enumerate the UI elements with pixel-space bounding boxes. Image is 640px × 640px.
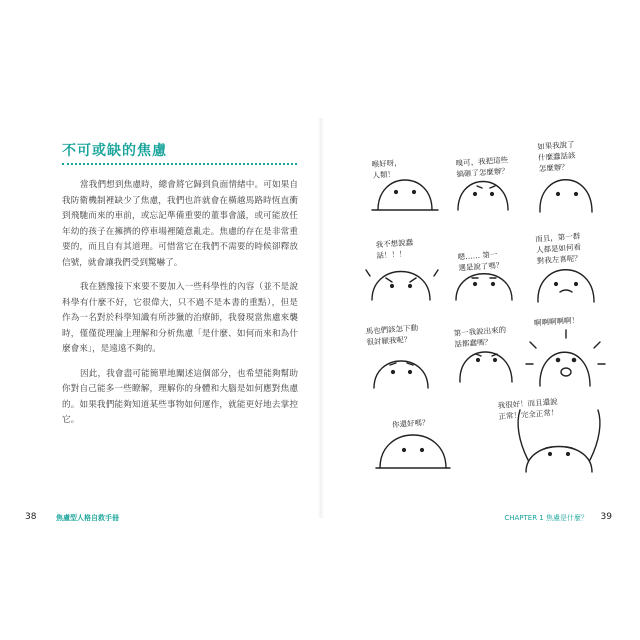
comic-illustration [330, 120, 630, 520]
page-number-left: 38 [25, 512, 37, 522]
title-divider [62, 163, 297, 165]
speech-line: 嗯…… 第一 [457, 249, 498, 262]
speech-bubble-8 [453, 324, 507, 350]
running-chapter-title: CHAPTER 1 焦慮是什麼？ [504, 514, 588, 522]
speech-line: 搞砸了怎麼辦？ [456, 166, 510, 179]
speech-line: 喉好呀， [371, 157, 402, 170]
speech-line: 第一我說出來的 [453, 325, 507, 338]
page-number-right: 39 [600, 512, 612, 522]
ghost-character-6 [538, 270, 594, 302]
speech-bubble-3 [537, 139, 577, 175]
ghost-character-3 [540, 180, 592, 212]
page-gutter [318, 118, 324, 518]
speech-line: 而且，第一群 [534, 231, 581, 244]
ghost-character-10 [376, 435, 450, 468]
speech-line: 很討厭我呢？ [366, 334, 412, 347]
ghost-character-9-panicking [526, 330, 605, 386]
speech-line: 你還好嗎？ [391, 417, 430, 430]
speech-line: 馬也們該怎下動 [365, 323, 419, 336]
paragraph-1: 當我們想到焦慮時，總會將它歸到負面情緒中。可如果自我防衛機制裡缺少了焦慮，我們也許就會在橫越馬路時恆直衝到飛馳而來的車前，或忘記準備重要的董事會議，或可能放任年幼的孩子在擁擠的停車場裡隨意亂走。焦慮的存在是非常重要的，而且自有其道理。可惜當它在我們不需要的時候卻釋放信號，就會讓我們受到驚嚇了。 [62, 180, 298, 268]
speech-line: 選是說了嗎？ [458, 260, 504, 273]
speech-bubble-5 [457, 248, 503, 273]
ghost-character-8 [460, 352, 512, 382]
speech-line: 啊啊啊啊啊！ [533, 315, 580, 328]
speech-line: 正常！完全正常！ [498, 407, 559, 422]
ghost-character-2 [458, 182, 508, 211]
ghost-character-1 [372, 180, 438, 210]
speech-bubble-2 [455, 154, 509, 180]
speech-line: 我很好！而且還說 [497, 396, 558, 411]
ghost-character-5 [456, 274, 512, 300]
speech-line: 怎麼辦？ [538, 162, 570, 174]
speech-line: 嗅可，我把這些 [455, 155, 509, 168]
speech-line: 如果我說了 [536, 139, 576, 152]
running-book-title: 焦慮型人格自救手冊 [56, 514, 119, 522]
speech-line: 話都蠢嗎？ [454, 337, 493, 349]
ghost-character-7 [374, 361, 428, 388]
speech-line: 話！！！ [376, 249, 407, 261]
speech-line: 我不想說蠢 [375, 237, 414, 250]
speech-bubble-1 [371, 157, 402, 181]
speech-bubble-6 [535, 230, 582, 266]
paragraph-2: 我在猶豫接下來要不要加入一些科學性的內容（並不是說科學有什麼不好，它很偉大，只不過不是本書的重點），但是作為一名對於科學知識有所涉獵的治療師，我發現當焦慮來襲時，僅僅從理論上理解和分析焦慮「是什麼、如何而來和為什麼會來」，是遠遠不夠的。 [62, 282, 298, 354]
paragraph-3: 因此，我會盡可能簡單地闡述這個部分，也希望能夠幫助你對自己能多一些瞭解，理解你的身體和大腦是如何應對焦慮的。如果我們能夠知道某些事物如何運作，就能更好地去掌控它。 [62, 368, 298, 425]
speech-line: 什麼蠢話該 [537, 150, 576, 163]
speech-bubble-7 [365, 322, 419, 348]
speech-line: 人類！ [372, 169, 396, 181]
speech-line: 對我左喜呢？ [536, 253, 583, 266]
speech-bubble-11 [497, 396, 558, 422]
speech-bubble-4 [375, 237, 414, 262]
body-text [62, 178, 298, 438]
ghost-character-4 [366, 270, 438, 300]
speech-line: 人都是如何看 [535, 242, 582, 255]
section-title: 不可或缺的焦慮 [62, 143, 167, 159]
